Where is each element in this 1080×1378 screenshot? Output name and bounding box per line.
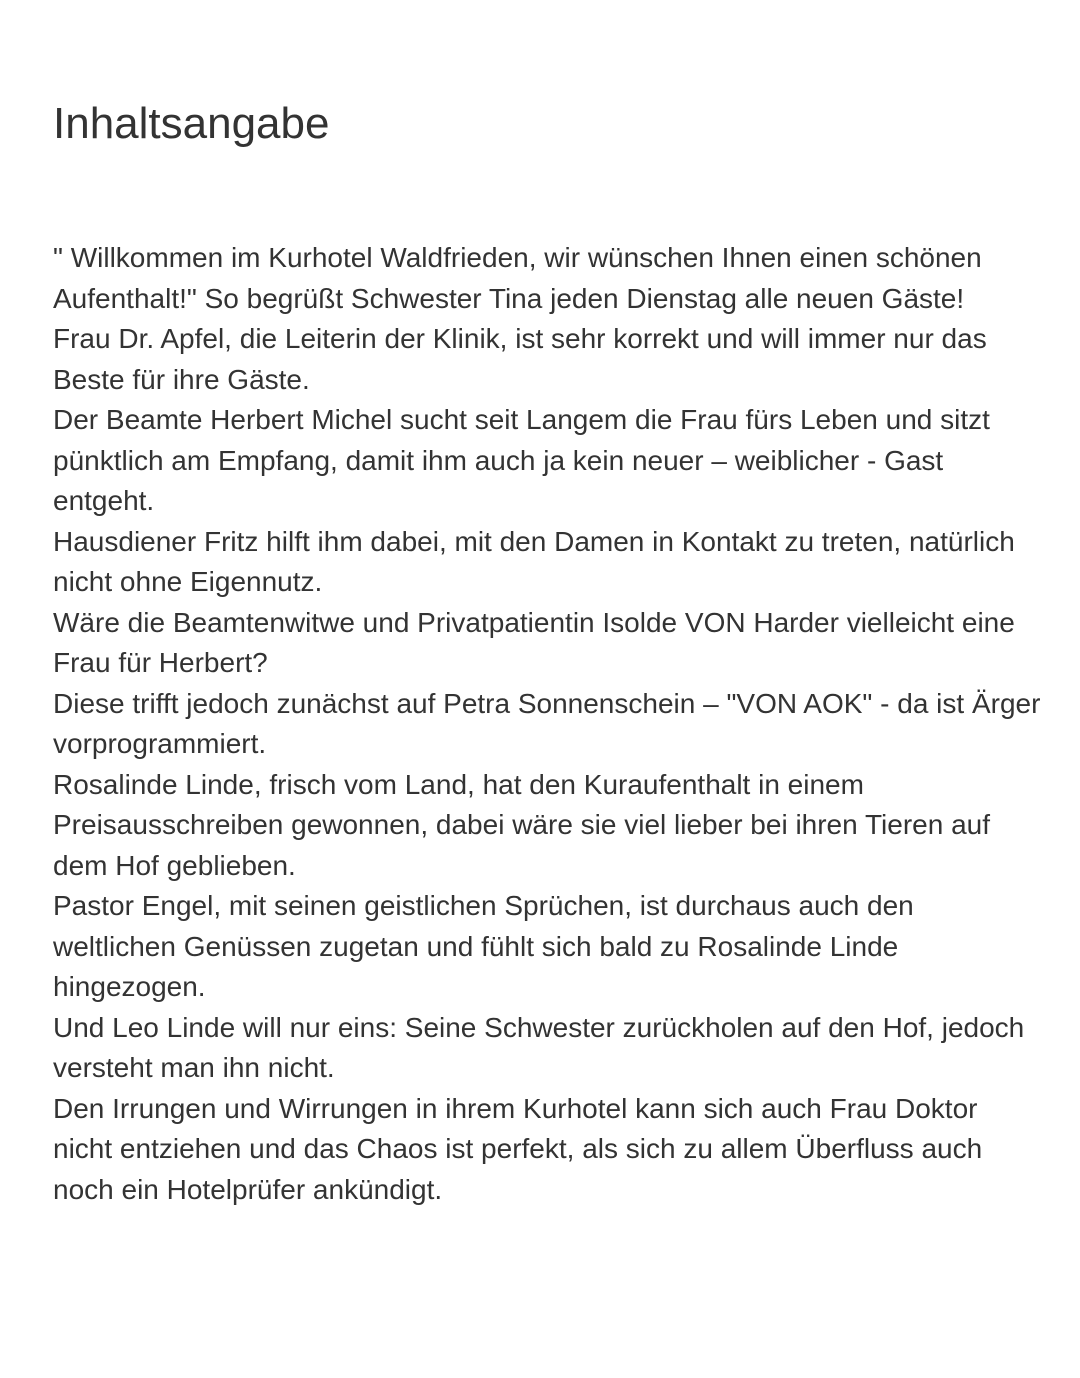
paragraph-rosalinde: Rosalinde Linde, frisch vom Land, hat den Kuraufenthalt in einem Preisausschreiben gewonnen, dabei wäre sie viel lieber bei ihren Tieren auf dem Hof geblieben.: [53, 768, 991, 881]
paragraph-leo-linde: Und Leo Linde will nur eins: Seine Schwester zurückholen auf den Hof, jedoch versteht man ihn nicht.: [53, 1011, 1025, 1083]
paragraph-welcome: " Willkommen im Kurhotel Waldfrieden, wir wünschen Ihnen einen schönen Aufenthalt!" So begrüßt Schwester Tina jeden Dienstag alle neuen Gäste!: [53, 242, 982, 314]
document-page: [53, 0, 1043, 1210]
paragraph-petra: Diese trifft jedoch zunächst auf Petra Sonnenschein – "VON AOK" - da ist Ärger vorprogrammiert.: [53, 687, 1041, 759]
synopsis-text: [53, 238, 1043, 1210]
paragraph-chaos: Den Irrungen und Wirrungen in ihrem Kurhotel kann sich auch Frau Doktor nicht entziehen und das Chaos ist perfekt, als sich zu allem Überfluss auch noch ein Hotelprüfer ankündigt.: [53, 1092, 983, 1205]
paragraph-isolde: Wäre die Beamtenwitwe und Privatpatientin Isolde VON Harder vielleicht eine Frau für Herbert?: [53, 606, 1015, 678]
paragraph-fritz: Hausdiener Fritz hilft ihm dabei, mit den Damen in Kontakt zu treten, natürlich nicht ohne Eigennutz.: [53, 525, 1015, 597]
paragraph-dr-apfel: Frau Dr. Apfel, die Leiterin der Klinik, ist sehr korrekt und will immer nur das Beste für ihre Gäste.: [53, 323, 987, 395]
paragraph-pastor-engel: Pastor Engel, mit seinen geistlichen Sprüchen, ist durchaus auch den weltlichen Genüssen zugetan und fühlt sich bald zu Rosalinde Linde hingezogen.: [53, 890, 914, 1002]
page-title: Inhaltsangabe: [53, 99, 330, 148]
paragraph-herbert-michel: Der Beamte Herbert Michel sucht seit Langem die Frau fürs Leben und sitzt pünktlich am Empfang, damit ihm auch ja kein neuer – weiblicher - Gast entgeht.: [53, 404, 990, 516]
